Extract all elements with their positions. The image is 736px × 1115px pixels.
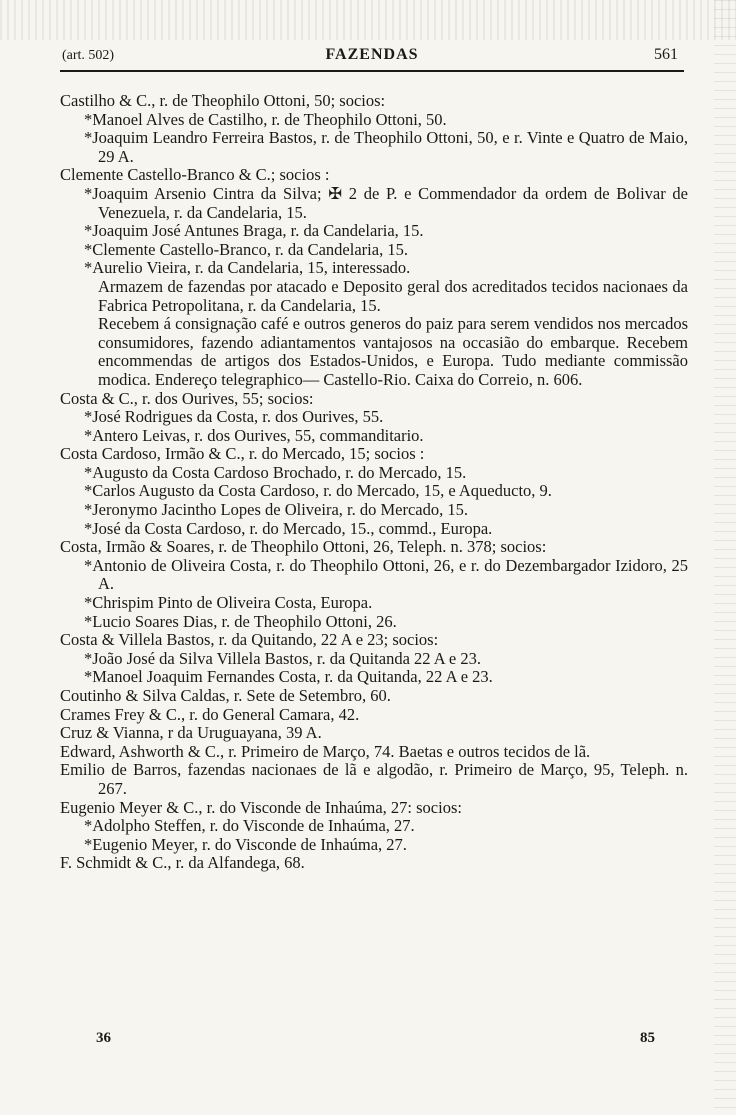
partner-entry: *José Rodrigues da Costa, r. dos Ourives, 55. [84, 407, 384, 427]
partner-entry: *Carlos Augusto da Costa Cardoso, r. do Mercado, 15, e Aqueducto, 9. [84, 481, 552, 501]
firm-entry: F. Schmidt & C., r. da Alfandega, 68. [60, 853, 305, 873]
firm-entry: Eugenio Meyer & C., r. do Visconde de Inhaúma, 27: socios: [60, 797, 462, 817]
firm-entry: Costa Cardoso, Irmão & C., r. do Mercado, 15; socios : [60, 444, 425, 464]
partner-entry: *Clemente Castello-Branco, r. da Candelaria, 15. [84, 239, 408, 259]
note-entry: Recebem á consignação café e outros generos do paiz para serem vendidos nos mercados consumidores, fazendo adiantamentos vantajosos na occasião do embarque. Recebem encommendas de artigos dos Estados-Unidos, e Europa. Tudo mediante commissão modica. Endereço telegraphico— Castello-Rio. Caixa do Correio, n. 606. [98, 314, 688, 389]
partner-entry: *José da Costa Cardoso, r. do Mercado, 15., commd., Europa. [84, 518, 493, 538]
signature-mark: 36 [96, 1030, 111, 1046]
scan-noise-edge [714, 0, 736, 1115]
partner-entry: *João José da Silva Villela Bastos, r. da Quitanda 22 A e 23. [84, 648, 481, 668]
firm-entry: Emilio de Barros, fazendas nacionaes de lã e algodão, r. Primeiro de Março, 95, Teleph. n. 267. [60, 760, 688, 798]
partner-entry: *Lucio Soares Dias, r. de Theophilo Ottoni, 26. [84, 611, 397, 631]
firm-entry: Cruz & Vianna, r da Uruguayana, 39 A. [60, 723, 322, 743]
partner-entry: *Joaquim Arsenio Cintra da Silva; ✠ 2 de P. e Commendador da ordem de Bolivar de Venezuela, r. da Candelaria, 15. [84, 183, 688, 222]
partner-entry: *Joaquim Leandro Ferreira Bastos, r. de Theophilo Ottoni, 50, e r. Vinte e Quatro de Maio, 29 A. [84, 128, 688, 166]
footer-number: 85 [640, 1030, 655, 1046]
partner-entry: *Chrispim Pinto de Oliveira Costa, Europa. [84, 593, 373, 613]
firm-entry: Castilho & C., r. de Theophilo Ottoni, 50; socios: [60, 91, 386, 110]
partner-entry: *Jeronymo Jacintho Lopes de Oliveira, r. do Mercado, 15. [84, 500, 468, 520]
partner-entry: *Antonio de Oliveira Costa, r. do Theophilo Ottoni, 26, e r. do Dezembargador Izidoro, 25 A. [84, 555, 688, 594]
firm-entry: Costa & C., r. dos Ourives, 55; socios: [60, 388, 314, 408]
firm-entry: Crames Frey & C., r. do General Camara, 42. [60, 704, 360, 724]
firm-entry: Costa & Villela Bastos, r. da Quitando, 22 A e 23; socios: [60, 630, 439, 650]
partner-entry: *Manoel Alves de Castilho, r. de Theophilo Ottoni, 50. [84, 109, 447, 129]
partner-entry: *Antero Leivas, r. dos Ourives, 55, commanditario. [84, 425, 424, 445]
scan-noise-top [0, 0, 736, 40]
partner-entry: *Manoel Joaquim Fernandes Costa, r. da Quitanda, 22 A e 23. [84, 667, 493, 687]
firm-entry: Coutinho & Silva Caldas, r. Sete de Setembro, 60. [60, 686, 391, 705]
entry-list [60, 92, 688, 873]
partner-entry: *Adolpho Steffen, r. do Visconde de Inhaúma, 27. [84, 816, 415, 836]
page-title: FAZENDAS [325, 46, 419, 63]
partner-entry: *Aurelio Vieira, r. da Candelaria, 15, interessado. [84, 258, 411, 278]
partner-entry: *Joaquim José Antunes Braga, r. da Candelaria, 15. [84, 221, 424, 241]
firm-entry: Costa, Irmão & Soares, r. de Theophilo Ottoni, 26, Teleph. n. 378; socios: [60, 537, 547, 557]
partner-entry: *Augusto da Costa Cardoso Brochado, r. do Mercado, 15. [84, 462, 467, 482]
partner-entry: *Eugenio Meyer, r. do Visconde de Inhaúma, 27. [84, 834, 407, 854]
page-number: 561 [654, 46, 678, 63]
firm-entry: Clemente Castello-Branco & C.; socios : [60, 165, 330, 185]
firm-entry: Edward, Ashworth & C., r. Primeiro de Março, 74. Baetas e outros tecidos de lã. [60, 741, 591, 761]
running-header [60, 44, 684, 72]
article-reference: (art. 502) [62, 48, 115, 63]
note-entry: Armazem de fazendas por atacado e Deposito geral dos acreditados tecidos nacionaes da Fabrica Petropolitana, r. da Candelaria, 15. [98, 276, 688, 315]
